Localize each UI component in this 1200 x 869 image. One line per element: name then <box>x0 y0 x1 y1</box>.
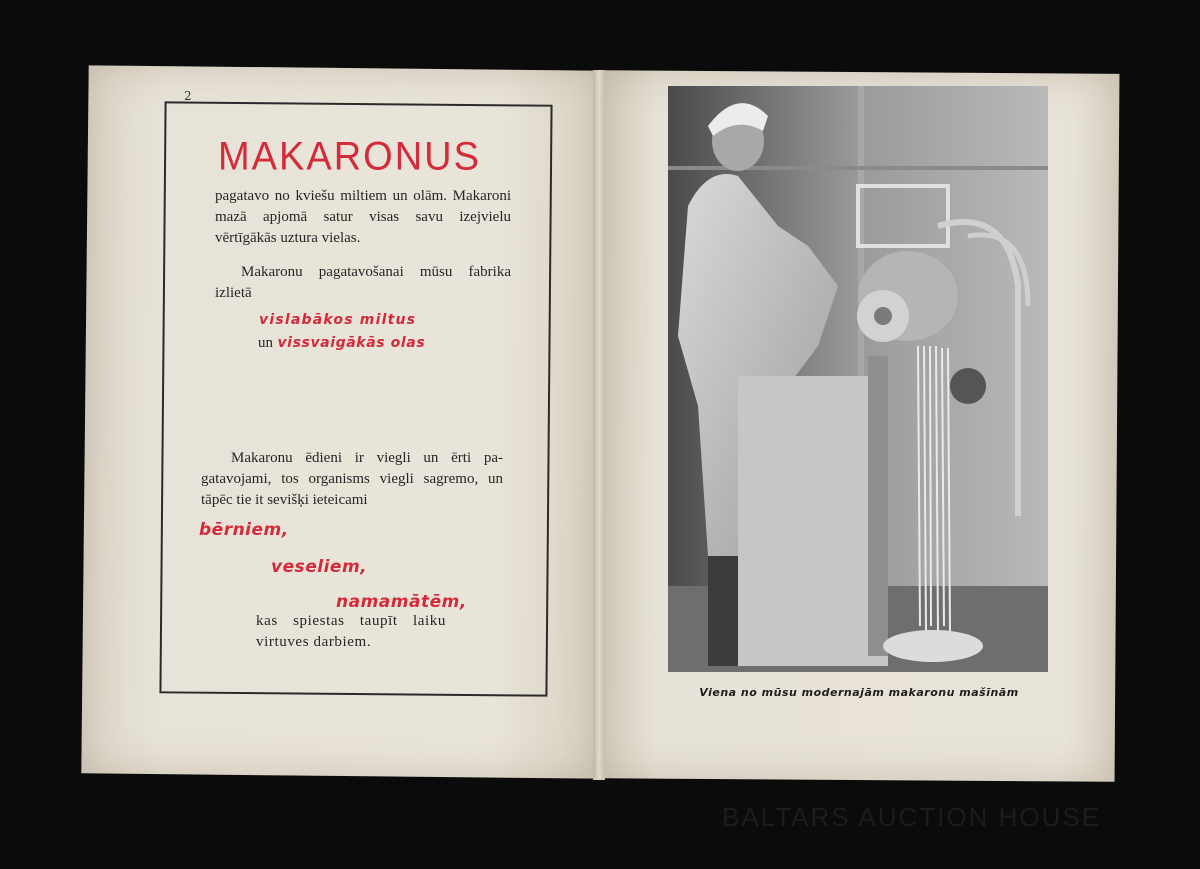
word-housewives: namamātēm, <box>336 592 467 612</box>
paragraph-1: pagatavo no kviešu miltiem un olām. Makaroni mazā apjomā satur visas savu izejvielu vērtīgākās uztura vielas. <box>215 188 511 246</box>
highlight-eggs: vissvaigākās olas <box>277 335 426 351</box>
factory-photo <box>668 86 1048 672</box>
factory-photo-illustration <box>668 86 1048 672</box>
word-children: bērniem, <box>199 520 289 540</box>
paragraph-2: Makaronu pagatavošanai mūsu fabrika izlietā <box>215 264 511 301</box>
booklet-spine <box>593 70 605 780</box>
page-heading: MAKARONUS <box>218 134 481 180</box>
word-healthy: veseliem, <box>271 557 368 577</box>
highlight-eggs-line <box>258 335 425 352</box>
photo-caption: Viena no mūsu modernajām makaronu mašīnām <box>699 686 1019 699</box>
page-number: 2 <box>184 89 192 103</box>
watermark: BALTARS AUCTION HOUSE <box>722 802 1102 832</box>
paragraph-3: Makaronu ēdieni ir viegli un ērti pagatavojami, tos organisms viegli sagremo, un tāpēc tie it sevišķi ieteicami <box>201 450 503 508</box>
paragraph-4: kas spiestas taupīt laiku virtuves darbiem. <box>256 613 446 650</box>
highlight-flour: vislabākos miltus <box>259 312 417 328</box>
highlight-eggs-prefix: un <box>258 335 273 351</box>
